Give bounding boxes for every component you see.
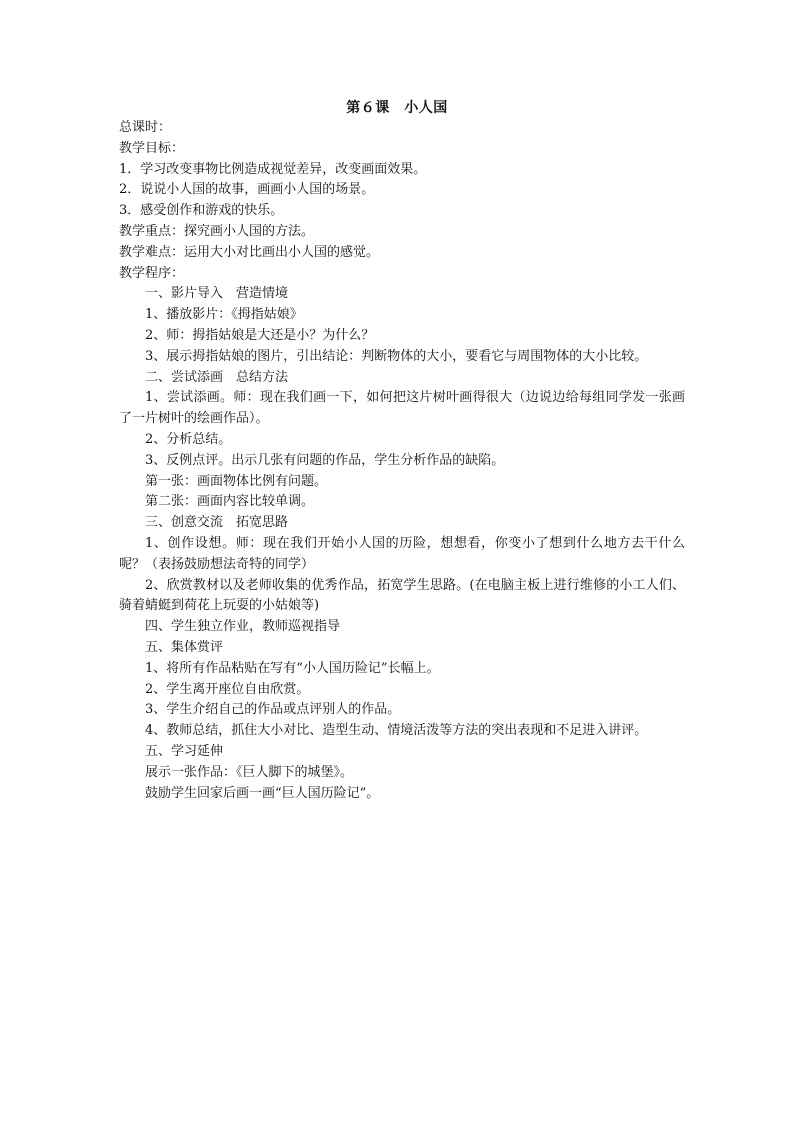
section-heading-3: 三、创意交流 拓宽思路 (145, 515, 289, 531)
text-line-2-3-b: 第二张：画面内容比较单调。 (145, 494, 315, 510)
text-line-5-2: 2、学生离开座位自由欣赏。 (145, 681, 310, 697)
text-line-1-1: 1、播放影片：《拇指姑娘》 (145, 307, 303, 323)
text-line-2-2: 2、分析总结。 (145, 431, 232, 447)
text-line-key-point: 教学重点：探究画小人国的方法。 (119, 223, 315, 239)
section-heading-4: 四、学生独立作业，教师巡视指导 (145, 619, 341, 635)
section-heading-2: 二、尝试添画 总结方法 (145, 369, 289, 385)
section-heading-5: 五、集体赏评 (145, 639, 224, 655)
section-heading-1: 一、影片导入 营造情境 (145, 286, 289, 302)
section-heading-6: 五、学习延伸 (145, 743, 224, 759)
text-line-objective-3: 3．感受创作和游戏的快乐。 (119, 203, 284, 219)
text-line-objective-2: 2．说说小人国的故事，画画小人国的场景。 (119, 182, 375, 198)
paragraph-3-2: 2、欣赏教材以及老师收集的优秀作品，拓宽学生思路。(在电脑主板上进行维修的小工人们、骑着蜻蜓到荷花上玩耍的小姑娘等) (119, 577, 685, 614)
text-line-2-3: 3、反例点评。出示几张有问题的作品，学生分析作品的缺陷。 (145, 452, 505, 468)
paragraph-2-1: 1、尝试添画。师：现在我们画一下，如何把这片树叶画得很大（边说边给每组同学发一张画了一片树叶的绘画作品）。 (119, 390, 685, 427)
text-line-objectives-heading: 教学目标： (119, 140, 185, 156)
text-line-1-2: 2、师：拇指姑娘是大还是小？为什么？ (145, 327, 375, 343)
text-line-5-3: 3、学生介绍自己的作品或点评别人的作品。 (145, 702, 401, 718)
text-line-total-hours: 总课时： (119, 120, 172, 135)
lesson-title: 第６课 小人国 (346, 100, 448, 116)
text-line-2-3-a: 第一张：画面物体比例有问题。 (145, 473, 328, 489)
lesson-body (119, 118, 685, 804)
text-line-objective-1: 1．学习改变事物比例造成视觉差异，改变画面效果。 (119, 161, 427, 177)
text-line-6-1: 展示一张作品：《巨人脚下的城堡》。 (145, 764, 354, 780)
text-line-procedure-heading: 教学程序： (119, 265, 185, 281)
text-line-5-1: 1、将所有作品粘贴在写有“小人国历险记”长幅上。 (145, 660, 440, 676)
text-line-5-4: 4、教师总结，抓住大小对比、造型生动、情境活泼等方法的突出表现和不足进入讲评。 (145, 723, 648, 739)
text-line-1-3: 3、展示拇指姑娘的图片，引出结论：判断物体的大小，要看它与周围物体的大小比较。 (145, 348, 648, 364)
text-line-6-2: 鼓励学生回家后画一画“巨人国历险记”。 (145, 785, 380, 801)
paragraph-3-1: 1、创作设想。师：现在我们开始小人国的历险，想想看，你变小了想到什么地方去干什么呢？（表扬鼓励想法奇特的同学） (119, 535, 685, 572)
text-line-difficulty: 教学难点：运用大小对比画出小人国的感觉。 (119, 244, 380, 260)
